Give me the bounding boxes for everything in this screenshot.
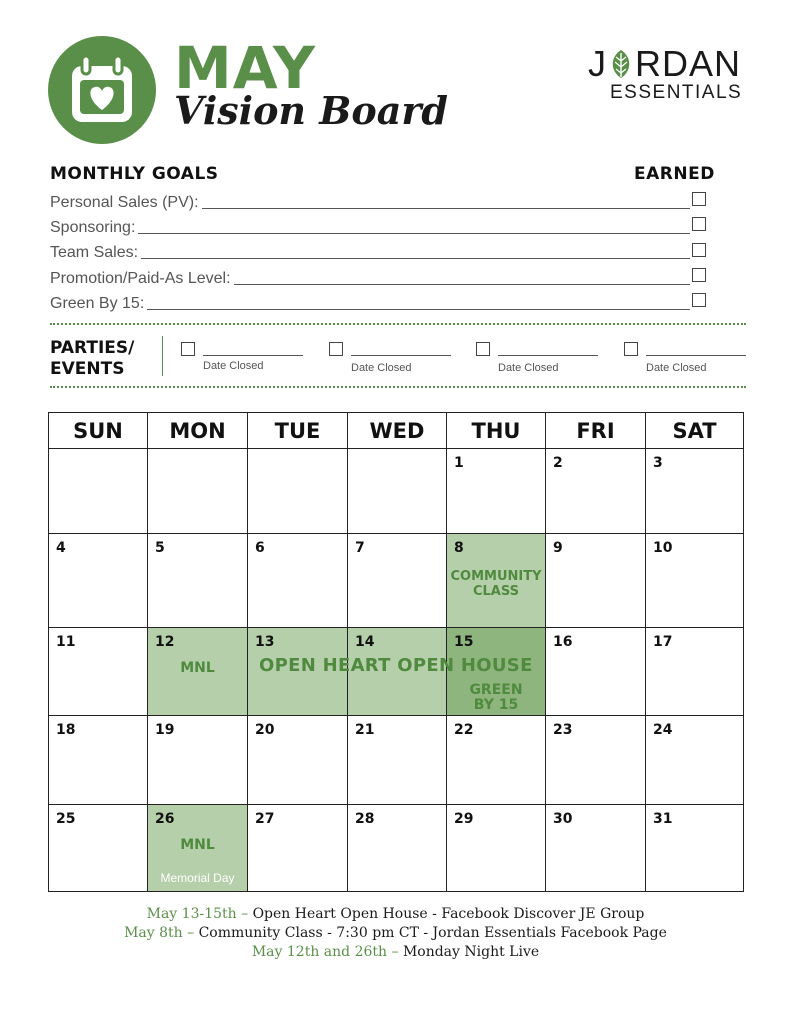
calendar-day-cell[interactable]	[447, 449, 546, 534]
parties-events-label	[50, 338, 134, 380]
brand-essentials: ESSENTIALS	[610, 82, 743, 103]
note-text: Open Heart Open House - Facebook Discover JE Group	[252, 906, 645, 922]
calendar-day-cell-mnl[interactable]	[148, 805, 248, 891]
day-header-sun: SUN	[49, 413, 148, 449]
day-number: 23	[553, 722, 573, 738]
earned-checkbox[interactable]	[692, 268, 706, 282]
dotted-divider	[50, 386, 746, 388]
note-community-class	[0, 924, 791, 942]
earned-checkbox[interactable]	[692, 192, 706, 206]
calendar-day-cell[interactable]	[348, 716, 447, 805]
event-green-by-15	[447, 683, 545, 713]
day-number: 28	[355, 811, 375, 827]
day-number: 24	[653, 722, 673, 738]
events-label-line: EVENTS	[50, 359, 125, 379]
note-open-house	[0, 905, 791, 923]
calendar-day-cell-community-class[interactable]	[447, 534, 546, 628]
day-number: 13	[255, 634, 275, 650]
day-number: 16	[553, 634, 573, 650]
day-number: 22	[454, 722, 474, 738]
calendar-day-cell[interactable]	[49, 534, 148, 628]
party-date-line[interactable]	[203, 355, 303, 356]
event-open-heart-open-house: OPEN HEART OPEN HOUSE	[259, 655, 533, 676]
event-mnl: MNL	[180, 837, 215, 853]
date-closed-label: Date Closed	[498, 362, 559, 374]
party-checkbox[interactable]	[476, 342, 490, 356]
event-community-class	[447, 569, 545, 599]
calendar-day-cell[interactable]	[546, 628, 646, 716]
party-slot	[181, 340, 311, 376]
brand-letter-j: J	[588, 43, 607, 84]
day-header-wed: WED	[348, 413, 447, 449]
day-number: 17	[653, 634, 673, 650]
goal-label: Promotion/Paid-As Level:	[50, 270, 231, 287]
parties-divider	[162, 336, 163, 376]
day-number: 21	[355, 722, 375, 738]
calendar-day-cell[interactable]	[447, 805, 546, 891]
party-checkbox[interactable]	[624, 342, 638, 356]
goal-input-line[interactable]	[234, 284, 690, 285]
calendar-day-cell[interactable]	[348, 534, 447, 628]
day-number: 11	[56, 634, 76, 650]
day-number: 10	[653, 540, 673, 556]
note-date: May 12th and 26th –	[251, 944, 403, 960]
goal-row-personal-sales	[50, 190, 690, 212]
goal-input-line[interactable]	[147, 309, 690, 310]
calendar-day-cell[interactable]	[447, 716, 546, 805]
party-slot	[624, 340, 754, 376]
calendar-day-cell[interactable]	[248, 449, 348, 534]
title-subtitle: Vision Board	[174, 88, 448, 133]
day-header-fri: FRI	[546, 413, 646, 449]
note-text: Community Class - 7:30 pm CT - Jordan Essentials Facebook Page	[198, 925, 667, 941]
calendar-day-cell[interactable]	[646, 805, 743, 891]
date-closed-label: Date Closed	[351, 362, 412, 374]
note-date: May 8th –	[124, 925, 199, 941]
monthly-goals-heading: MONTHLY GOALS	[50, 164, 219, 184]
day-number: 3	[653, 455, 663, 471]
event-text: BY 15	[473, 697, 519, 713]
calendar-day-cell[interactable]	[546, 449, 646, 534]
earned-checkbox[interactable]	[692, 217, 706, 231]
day-number: 12	[155, 634, 175, 650]
goal-label: Personal Sales (PV):	[50, 194, 199, 211]
calendar-day-cell[interactable]	[248, 805, 348, 891]
goal-row-green-by-15	[50, 291, 690, 313]
event-text: GREEN	[469, 682, 523, 698]
day-number: 19	[155, 722, 175, 738]
calendar-day-cell[interactable]	[646, 449, 743, 534]
day-number: 30	[553, 811, 573, 827]
logo-circle	[48, 36, 156, 144]
day-number: 31	[653, 811, 673, 827]
day-number: 4	[56, 540, 66, 556]
day-number: 5	[155, 540, 165, 556]
party-slot	[476, 340, 606, 376]
earned-checkbox[interactable]	[692, 243, 706, 257]
day-number: 6	[255, 540, 265, 556]
party-date-line[interactable]	[498, 355, 598, 356]
note-date: May 13-15th –	[146, 906, 253, 922]
calendar-day-cell[interactable]	[348, 449, 447, 534]
goal-input-line[interactable]	[138, 233, 690, 234]
calendar-day-cell[interactable]	[248, 534, 348, 628]
day-header-mon: MON	[148, 413, 248, 449]
calendar-day-cell[interactable]	[546, 534, 646, 628]
calendar-day-cell[interactable]	[646, 716, 743, 805]
calendar-day-cell[interactable]	[49, 805, 148, 891]
calendar-day-cell[interactable]	[148, 534, 248, 628]
day-number: 9	[553, 540, 563, 556]
day-header-sat: SAT	[646, 413, 743, 449]
party-date-line[interactable]	[351, 355, 451, 356]
goal-label: Team Sales:	[50, 244, 139, 261]
goal-row-promotion	[50, 266, 690, 288]
calendar-day-cell[interactable]	[546, 716, 646, 805]
calendar-day-cell[interactable]	[49, 628, 148, 716]
calendar-day-cell[interactable]	[546, 805, 646, 891]
party-date-line[interactable]	[646, 355, 746, 356]
date-closed-label: Date Closed	[203, 360, 264, 372]
date-closed-label: Date Closed	[646, 362, 707, 374]
brand-letters: RDAN	[635, 43, 742, 84]
dotted-divider	[50, 323, 746, 325]
memorial-day-label: Memorial Day	[160, 871, 235, 885]
goal-label: Sponsoring:	[50, 219, 136, 236]
day-number: 20	[255, 722, 275, 738]
calendar-grid	[48, 412, 744, 892]
day-number: 29	[454, 811, 474, 827]
day-header-tue: TUE	[248, 413, 348, 449]
calendar-day-cell[interactable]	[348, 805, 447, 891]
event-text: CLASS	[472, 584, 520, 599]
title-month: MAY	[174, 34, 317, 102]
calendar-day-cell-mnl[interactable]	[148, 628, 248, 716]
day-number: 27	[255, 811, 275, 827]
calendar-day-cell[interactable]	[148, 716, 248, 805]
day-number: 7	[355, 540, 365, 556]
day-number: 2	[553, 455, 563, 471]
day-header-thu: THU	[447, 413, 546, 449]
day-number: 15	[454, 634, 474, 650]
goal-label: Green By 15:	[50, 295, 145, 312]
calendar-day-cell[interactable]	[646, 534, 743, 628]
calendar-day-cell[interactable]	[148, 449, 248, 534]
note-text: Monday Night Live	[402, 944, 540, 960]
day-number: 18	[56, 722, 76, 738]
calendar-day-cell[interactable]	[646, 628, 743, 716]
earned-checkbox[interactable]	[692, 293, 706, 307]
day-number: 8	[454, 540, 464, 556]
calendar-heart-icon	[68, 54, 136, 126]
party-checkbox[interactable]	[181, 342, 195, 356]
goal-row-team-sales	[50, 240, 690, 262]
earned-heading: EARNED	[634, 164, 715, 184]
calendar-day-cell[interactable]	[49, 449, 148, 534]
day-number: 1	[454, 455, 464, 471]
goal-input-line[interactable]	[141, 258, 690, 259]
day-number: 25	[56, 811, 76, 827]
calendar-day-cell[interactable]	[49, 716, 148, 805]
event-text: COMMUNITY	[450, 569, 542, 584]
day-number: 14	[355, 634, 375, 650]
calendar-day-cell[interactable]	[248, 716, 348, 805]
parties-label-line: PARTIES/	[50, 338, 135, 358]
party-checkbox[interactable]	[329, 342, 343, 356]
note-monday-night-live	[0, 943, 791, 961]
event-mnl: MNL	[180, 660, 215, 676]
day-number: 26	[155, 811, 175, 827]
brand-logo	[588, 43, 748, 104]
leaf-icon	[608, 49, 634, 79]
goal-row-sponsoring	[50, 215, 690, 237]
party-slot	[329, 340, 459, 376]
goal-input-line[interactable]	[202, 208, 690, 209]
